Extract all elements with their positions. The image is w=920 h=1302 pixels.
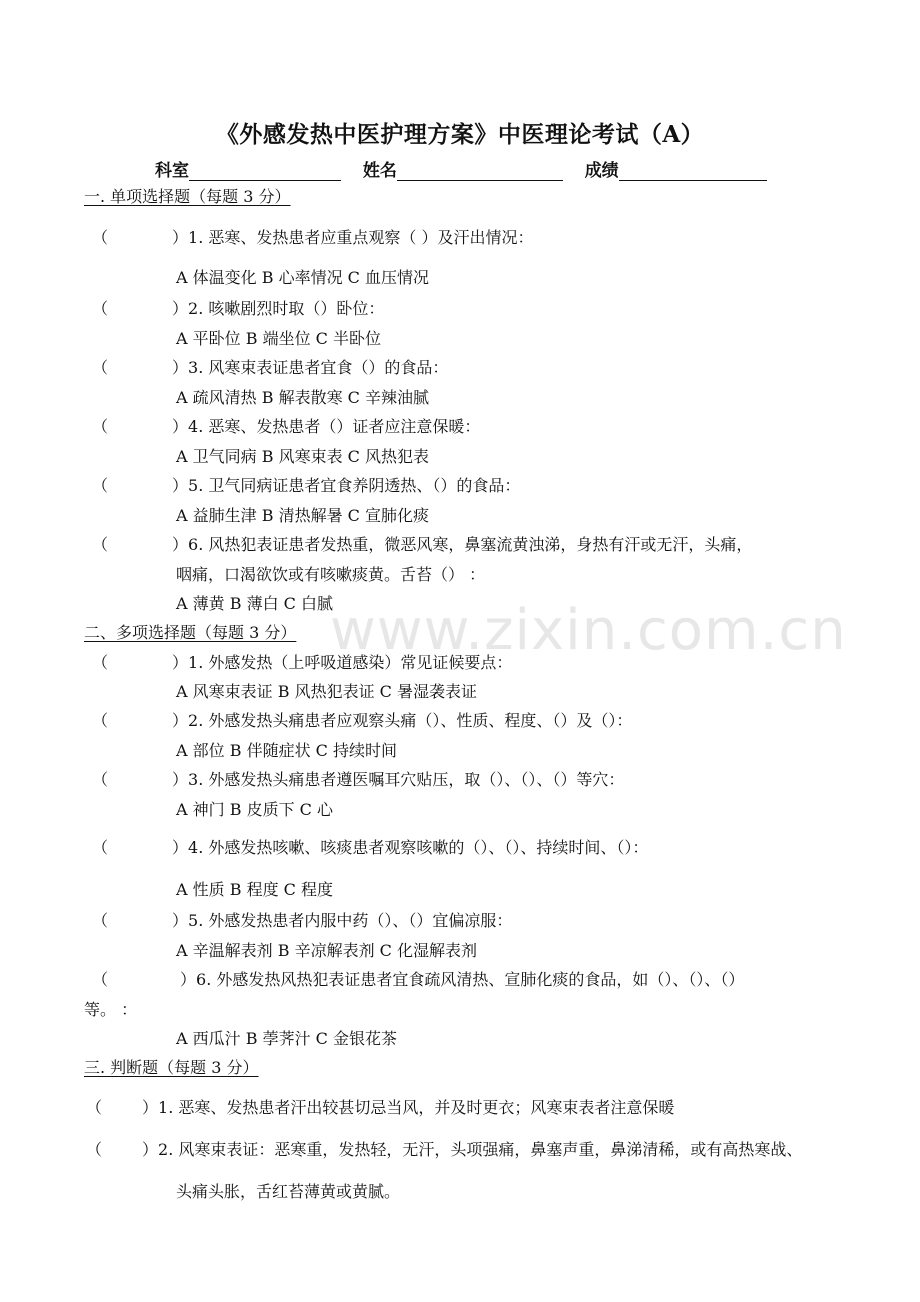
question-text: 1. 恶寒、发热患者应重点观察（ ）及汗出情况： bbox=[188, 228, 534, 247]
answer-paren-close: ） bbox=[142, 1098, 159, 1117]
question-line bbox=[176, 388, 429, 408]
question-text: 6. 风热犯表证患者发热重，微恶风寒，鼻塞流黄浊涕，身热有汗或无汗，头痛， bbox=[188, 535, 753, 554]
answer-paren-close: ） bbox=[172, 228, 189, 247]
question-text: A 平卧位 B 端坐位 C 半卧位 bbox=[176, 329, 381, 348]
question-line bbox=[86, 1140, 802, 1160]
answer-paren-open: （ bbox=[92, 535, 109, 554]
section-single-choice: 一. 单项选择题（每题 3 分） bbox=[84, 187, 291, 206]
question-line bbox=[92, 911, 512, 931]
answer-paren-close: ） bbox=[172, 770, 189, 789]
question-text: A 体温变化 B 心率情况 C 血压情况 bbox=[176, 268, 429, 287]
answer-paren-close: ） bbox=[142, 1140, 159, 1159]
answer-paren-close: ） bbox=[180, 970, 197, 989]
question-line bbox=[92, 770, 624, 790]
answer-paren-open: （ bbox=[92, 838, 109, 857]
question-line bbox=[92, 476, 520, 496]
question-line bbox=[176, 447, 429, 467]
question-text: 2. 外感发热头痛患者应观察头痛（）、性质、程度、（）及（）： bbox=[188, 711, 633, 730]
question-line bbox=[92, 838, 648, 858]
answer-paren-open: （ bbox=[86, 1098, 103, 1117]
answer-paren-close: ） bbox=[172, 838, 189, 857]
question-line bbox=[92, 653, 512, 673]
answer-paren-open: （ bbox=[92, 770, 109, 789]
answer-paren-close: ） bbox=[172, 653, 189, 672]
answer-paren-close: ） bbox=[172, 358, 189, 377]
question-text: A 部位 B 伴随症状 C 持续时间 bbox=[176, 741, 397, 760]
dept-blank[interactable] bbox=[189, 162, 341, 181]
question-line bbox=[176, 1029, 397, 1049]
question-text: A 薄黄 B 薄白 C 白腻 bbox=[176, 594, 333, 613]
answer-paren-open: （ bbox=[92, 970, 109, 989]
question-line bbox=[92, 417, 480, 437]
question-line bbox=[92, 228, 533, 248]
question-line bbox=[176, 682, 477, 702]
question-text: A 神门 B 皮质下 C 心 bbox=[176, 800, 333, 819]
answer-paren-close: ） bbox=[172, 417, 189, 436]
question-text: A 疏风清热 B 解表散寒 C 辛辣油腻 bbox=[176, 388, 429, 407]
question-text: 等。 ： bbox=[84, 1000, 138, 1019]
question-text: 咽痛，口渴欲饮或有咳嗽痰黄。舌苔（） ： bbox=[176, 565, 486, 584]
question-text: 3. 外感发热头痛患者遵医嘱耳穴贴压，取（）、（）、（）等穴： bbox=[188, 770, 625, 789]
question-text: A 卫气同病 B 风寒束表 C 风热犯表 bbox=[176, 447, 429, 466]
section-judgment: 三. 判断题（每题 3 分） bbox=[84, 1058, 259, 1077]
answer-paren-open: （ bbox=[92, 653, 109, 672]
dept-label: 科室 bbox=[155, 161, 189, 181]
answer-paren-close: ） bbox=[172, 535, 189, 554]
answer-paren-open: （ bbox=[92, 228, 109, 247]
question-text: 1. 外感发热（上呼吸道感染）常见证候要点： bbox=[188, 653, 513, 672]
question-line bbox=[92, 358, 448, 378]
question-line bbox=[176, 506, 429, 526]
answer-paren-open: （ bbox=[86, 1140, 103, 1159]
question-line bbox=[176, 1182, 400, 1202]
question-line bbox=[84, 1000, 137, 1020]
question-text: 3. 风寒束表证患者宜食（）的食品： bbox=[188, 358, 449, 377]
section-multi-choice: 二、多项选择题（每题 3 分） bbox=[84, 623, 297, 642]
answer-paren-open: （ bbox=[92, 358, 109, 377]
score-blank[interactable] bbox=[619, 162, 767, 181]
question-line bbox=[92, 535, 752, 555]
answer-paren-close: ） bbox=[172, 711, 189, 730]
question-line bbox=[86, 1098, 674, 1118]
question-line bbox=[176, 941, 477, 961]
watermark: www.zixin.com.cn bbox=[330, 598, 847, 663]
question-line bbox=[92, 299, 384, 319]
page-title: 《外感发热中医护理方案》中医理论考试（A） bbox=[215, 121, 705, 148]
question-line bbox=[176, 880, 333, 900]
name-blank[interactable] bbox=[397, 162, 563, 181]
question-text: A 辛温解表剂 B 辛凉解表剂 C 化湿解表剂 bbox=[176, 941, 477, 960]
question-text: 4. 外感发热咳嗽、咳痰患者观察咳嗽的（）、（）、持续时间、（）： bbox=[188, 838, 649, 857]
question-text: 头痛头胀，舌红苔薄黄或黄腻。 bbox=[176, 1182, 401, 1201]
question-text: 5. 卫气同病证患者宜食养阴透热、（）的食品： bbox=[188, 476, 521, 495]
question-line bbox=[176, 329, 381, 349]
answer-paren-open: （ bbox=[92, 711, 109, 730]
question-line bbox=[176, 268, 429, 288]
question-line bbox=[92, 970, 744, 990]
question-line bbox=[176, 565, 485, 585]
question-line bbox=[176, 800, 333, 820]
answer-paren-close: ） bbox=[172, 476, 189, 495]
question-text: A 西瓜汁 B 荸荠汁 C 金银花茶 bbox=[176, 1029, 397, 1048]
question-text: A 益肺生津 B 清热解暑 C 宣肺化痰 bbox=[176, 506, 429, 525]
question-text: 4. 恶寒、发热患者（）证者应注意保暖： bbox=[188, 417, 481, 436]
question-line bbox=[92, 711, 632, 731]
answer-paren-close: ） bbox=[172, 911, 189, 930]
info-row bbox=[155, 156, 767, 181]
question-text: A 性质 B 程度 C 程度 bbox=[176, 880, 333, 899]
score-label: 成绩 bbox=[584, 161, 619, 181]
question-line bbox=[176, 741, 397, 761]
answer-paren-open: （ bbox=[92, 417, 109, 436]
question-text: 6. 外感发热风热犯表证患者宜食疏风清热、宣肺化痰的食品，如（）、（）、（） bbox=[196, 970, 745, 989]
question-text: A 风寒束表证 B 风热犯表证 C 暑湿袭表证 bbox=[176, 682, 477, 701]
name-label: 姓名 bbox=[362, 161, 397, 181]
answer-paren-open: （ bbox=[92, 299, 109, 318]
answer-paren-close: ） bbox=[172, 299, 189, 318]
question-text: 5. 外感发热患者内服中药（）、（）宜偏凉服： bbox=[188, 911, 513, 930]
question-text: 2. 咳嗽剧烈时取（）卧位： bbox=[188, 299, 385, 318]
question-line bbox=[176, 594, 333, 614]
question-text: 1. 恶寒、发热患者汗出较甚切忌当风，并及时更衣；风寒束表者注意保暖 bbox=[158, 1098, 675, 1117]
question-text: 2. 风寒束表证：恶寒重，发热轻，无汗，头项强痛，鼻塞声重，鼻涕清稀，或有高热寒战、 bbox=[158, 1140, 803, 1159]
answer-paren-open: （ bbox=[92, 911, 109, 930]
answer-paren-open: （ bbox=[92, 476, 109, 495]
